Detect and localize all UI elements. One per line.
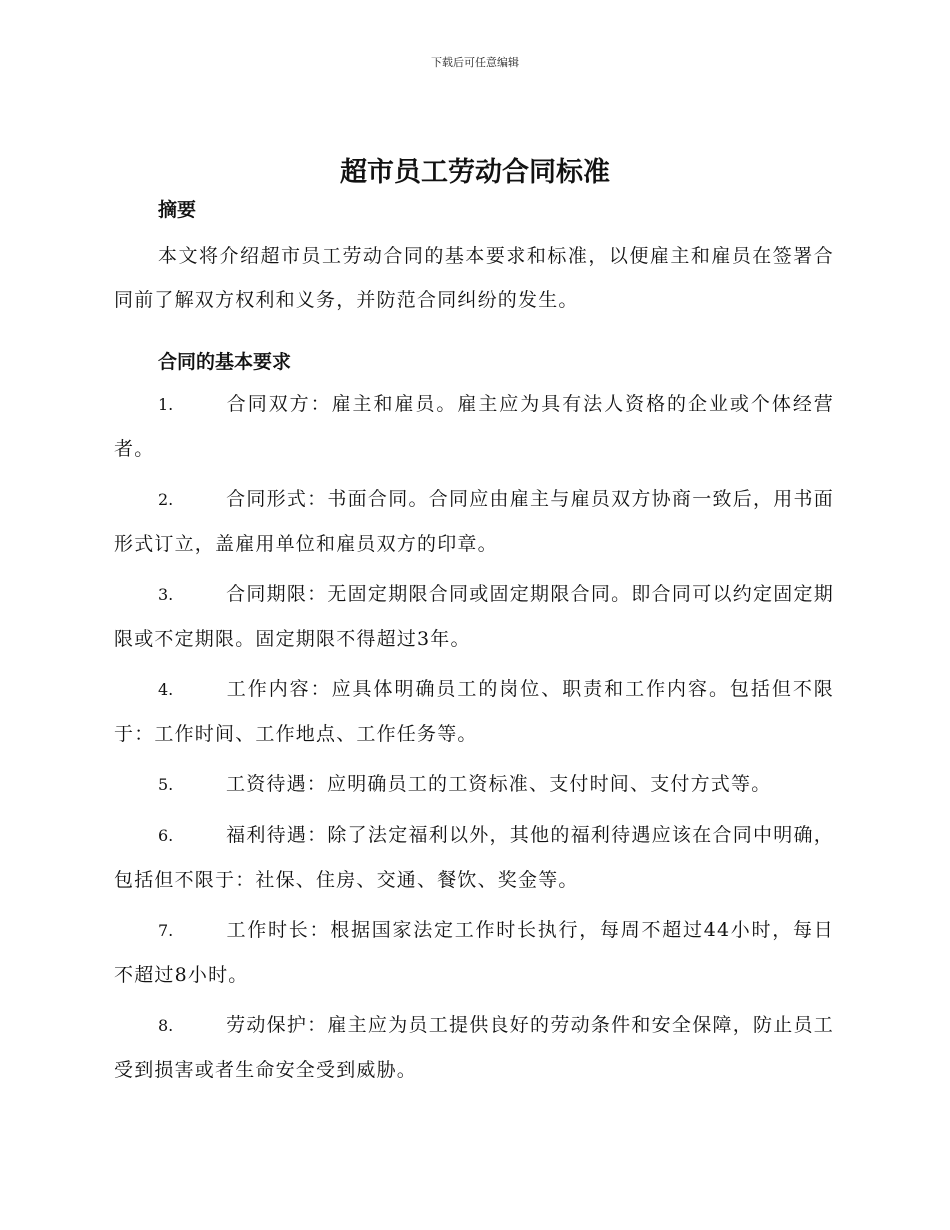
list-item-text: 劳动保护：雇主应为员工提供良好的劳动条件和安全保障，防止员工受到损害或者生命安全受到威胁。 [114,1014,834,1081]
list-item [114,382,834,471]
list-item-text: 工资待遇：应明确员工的工资标准、支付时间、支付方式等。 [226,773,772,795]
list-item-number: 3. [158,585,174,604]
list-item-text: 合同期限：无固定期限合同或固定期限合同。即合同可以约定固定期限或不定期限。固定期限不得超过3年。 [114,583,834,650]
list-item [114,667,834,756]
list-item [114,572,834,661]
list-item-number: 7. [158,921,174,940]
document-body [114,196,834,1092]
header-note: 下载后可任意编辑 [431,56,519,69]
list-item-number: 6. [158,826,174,845]
document-title: 超市员工劳动合同标准 [340,157,610,188]
list-item [114,813,834,902]
list-item-text: 工作内容：应具体明确员工的岗位、职责和工作内容。包括但不限于：工作时间、工作地点、工作任务等。 [114,678,834,745]
requirements-list [114,382,834,1092]
list-item-number: 1. [158,395,174,414]
abstract-paragraph: 本文将介绍超市员工劳动合同的基本要求和标准，以便雇主和雇员在签署合同前了解双方权利和义务，并防范合同纠纷的发生。 [114,245,834,311]
abstract-heading: 摘要 [158,199,197,221]
list-item-text: 合同双方：雇主和雇员。雇主应为具有法人资格的企业或个体经营者。 [114,393,834,460]
list-item [114,1003,834,1092]
list-item-number: 4. [158,680,174,699]
list-item-number: 8. [158,1016,174,1035]
requirements-heading: 合同的基本要求 [158,351,292,373]
list-item [114,477,834,566]
list-item-text: 合同形式：书面合同。合同应由雇主与雇员双方协商一致后，用书面形式订立，盖雇用单位和雇员双方的印章。 [114,488,834,555]
list-item-text: 福利待遇：除了法定福利以外，其他的福利待遇应该在合同中明确，包括但不限于：社保、住房、交通、餐饮、奖金等。 [114,824,834,891]
list-item-number: 2. [158,490,174,509]
list-item-text: 工作时长：根据国家法定工作时长执行，每周不超过44小时，每日不超过8小时。 [114,919,834,986]
list-item [114,762,834,807]
list-item [114,908,834,997]
list-item-number: 5. [158,775,174,794]
